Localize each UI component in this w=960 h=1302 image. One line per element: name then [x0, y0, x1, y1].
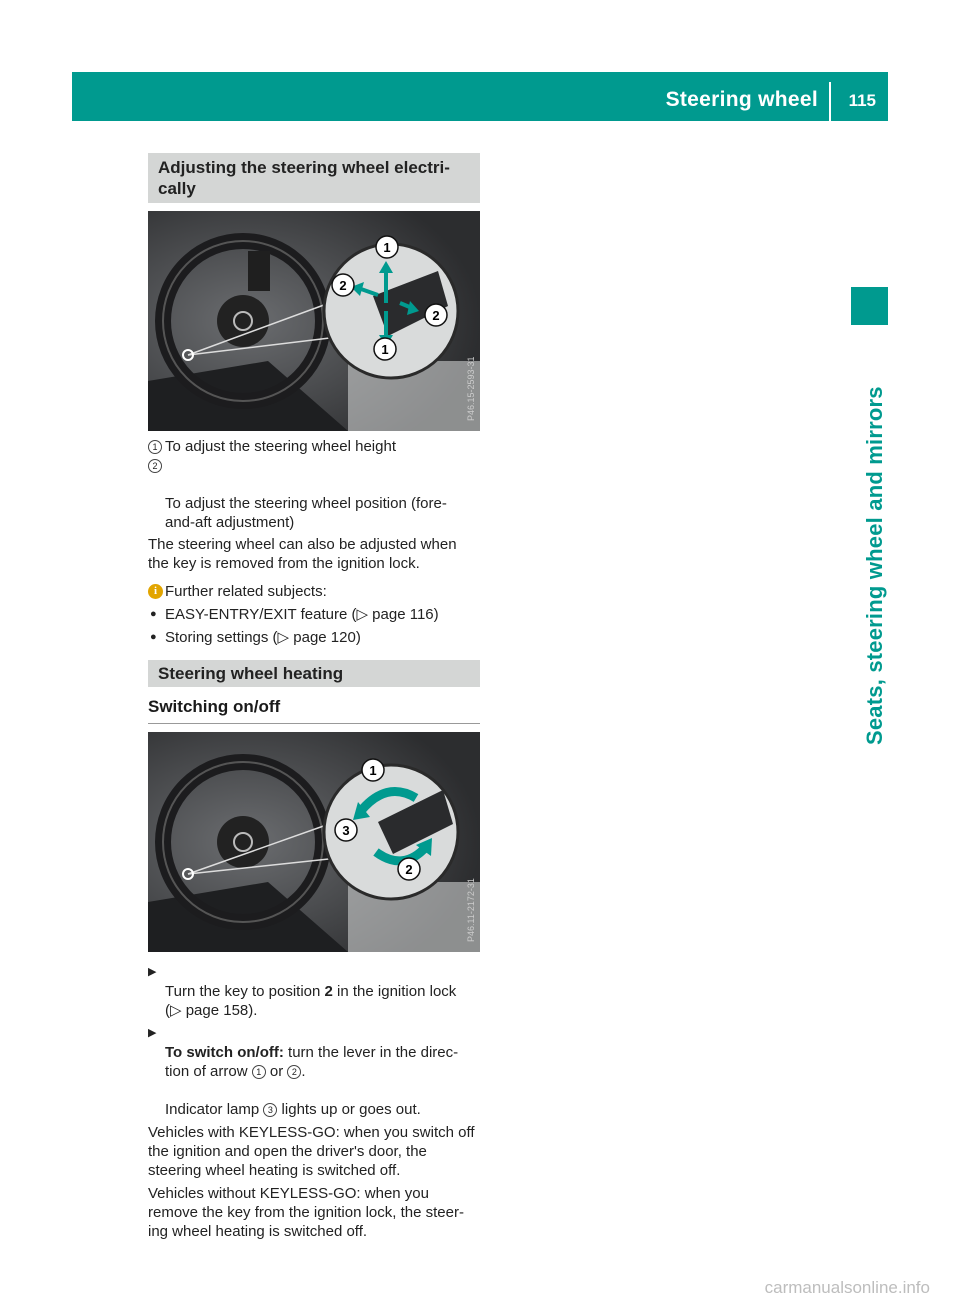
- subheading-switching: Switching on/off: [148, 697, 480, 724]
- heating-figure: [148, 732, 480, 952]
- bullet-icon: ●: [150, 608, 157, 620]
- header-bar: [72, 72, 888, 121]
- item-text: To adjust the steering wheel position (fore- and-aft adjustment): [165, 495, 447, 531]
- page-number: 115: [848, 91, 876, 110]
- list-item: [148, 605, 483, 624]
- callout-2-left: 2: [339, 278, 347, 293]
- callout-3: 3: [342, 823, 350, 838]
- instruction-step: ▶ Turn the key to position 2 in the ignition lock (▷ page 158).: [148, 963, 483, 1020]
- header-title: Steering wheel: [665, 88, 818, 111]
- item-text: To adjust the steering wheel height: [165, 438, 396, 455]
- section2-body: [148, 963, 483, 1241]
- section1-body: [148, 437, 483, 647]
- side-tab-marker: [851, 287, 888, 325]
- number-marker: 1: [148, 440, 162, 454]
- bullet-icon: ●: [150, 631, 157, 643]
- section-heading-heating: Steering wheel heating: [148, 660, 480, 687]
- instruction-step: ▶ To switch on/off: turn the lever in the direc- tion of arrow 1 or 2 . Indicator lamp 3 lights up or goes out.: [148, 1024, 483, 1119]
- callout-1: 1: [369, 763, 377, 778]
- header-divider: [829, 82, 831, 121]
- step-arrow-icon: ▶: [148, 1027, 157, 1039]
- link-text[interactable]: EASY-ENTRY/EXIT feature (▷ page 116): [165, 606, 439, 623]
- number-marker: 2: [148, 459, 162, 473]
- info-title: Further related subjects:: [165, 583, 327, 600]
- callout-1-bottom: 1: [381, 342, 389, 357]
- number-marker: 2: [287, 1065, 301, 1079]
- callout-1-top: 1: [383, 240, 391, 255]
- list-item: [148, 437, 483, 456]
- number-marker: 3: [263, 1103, 277, 1117]
- callout-2: 2: [405, 862, 413, 877]
- figure-code: P46.11-2172-31: [466, 878, 476, 942]
- side-tab-label: Seats, steering wheel and mirrors: [862, 386, 887, 745]
- link-text[interactable]: Storing settings (▷ page 120): [165, 629, 361, 646]
- info-icon: i: [148, 584, 163, 599]
- number-marker: 1: [252, 1065, 266, 1079]
- step-arrow-icon: ▶: [148, 966, 157, 978]
- figure-code: P46.15-2593-31: [466, 356, 476, 421]
- steering-adjust-illustration: [148, 211, 480, 431]
- paragraph: Vehicles with KEYLESS-GO: when you switch off the ignition and open the driver's door, the steering wheel heating is switched off.: [148, 1124, 475, 1179]
- info-note: [148, 582, 483, 601]
- section-heading-adjust: Adjusting the steering wheel electri- cally: [148, 153, 480, 203]
- heating-illustration: [148, 732, 480, 952]
- steering-adjust-figure: [148, 211, 480, 431]
- paragraph: Vehicles without KEYLESS-GO: when you remove the key from the ignition lock, the steer- ing wheel heating is switched off.: [148, 1185, 464, 1240]
- callout-2-right: 2: [432, 308, 440, 323]
- watermark: carmanualsonline.info: [764, 1278, 930, 1297]
- paragraph: The steering wheel can also be adjusted when the key is removed from the ignition lock.: [148, 536, 457, 572]
- list-item: [148, 628, 483, 647]
- list-item: [148, 456, 483, 532]
